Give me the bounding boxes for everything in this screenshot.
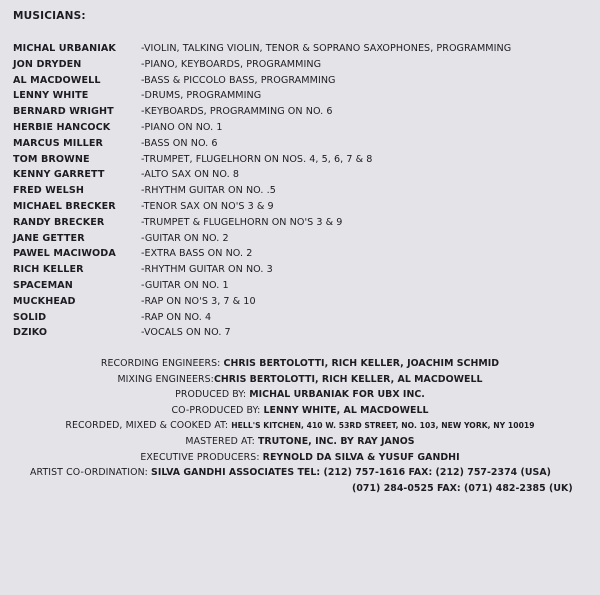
credit-value: REYNOLD DA SILVA & YUSUF GANDHI [262,451,460,463]
credit-co-produced-by [0,403,600,419]
musician-role: -RHYTHM GUITAR ON NO. 3 [141,264,273,276]
credit-produced-by [0,387,600,403]
musician-name: HERBIE HANCOCK [13,121,111,133]
musician-name: MUCKHEAD [13,295,76,307]
musician-row [13,325,511,341]
credit-label: RECORDING ENGINEERS: [100,358,224,369]
musician-row [13,231,511,247]
musician-role: -PIANO ON NO. 1 [141,121,223,133]
musician-role: -ALTO SAX ON NO. 8 [141,169,239,181]
credit-value: TRUTONE, INC. BY RAY JANOS [257,435,415,447]
musician-row [13,199,511,215]
musicians-list [13,41,511,341]
musician-name: JANE GETTER [13,232,85,244]
musician-row [13,215,511,231]
musician-row [13,294,511,310]
credit-recording-engineers [0,356,600,372]
musician-row [13,278,511,294]
musician-role: -KEYBOARDS, PROGRAMMING ON NO. 6 [141,106,333,118]
musician-row [13,152,511,168]
musician-name: MARCUS MILLER [13,137,104,149]
musician-row [13,73,511,89]
credit-label: CO-PRODUCED BY: [171,404,264,416]
musician-name: SPACEMAN [13,279,73,291]
musician-name: MICHAEL BRECKER [13,200,116,212]
credit-value: HELL'S KITCHEN, 410 W. 53RD STREET, NO. 103, NEW YORK, NY 10019 [231,421,535,431]
musician-role: -GUITAR ON NO. 1 [141,279,229,291]
musician-name: PAWEL MACIWODA [13,248,116,260]
musician-name: LENNY WHITE [13,90,89,102]
credit-mixing-engineers [0,372,600,388]
credit-value: CHRIS BERTOLOTTI, RICH KELLER, AL MACDOWELL [213,373,483,385]
musician-row [13,120,511,136]
musician-role: -BASS ON NO. 6 [141,137,218,149]
musician-row [13,183,511,199]
musician-role: -RAP ON NO. 4 [141,311,212,323]
credit-value: MICHAL URBANIAK FOR UBX INC. [249,389,425,401]
musician-name: SOLID [13,311,47,323]
credit-label: PRODUCED BY: [175,389,250,401]
musician-role: -PIANO, KEYBOARDS, PROGRAMMING [141,58,322,70]
musician-role: -TRUMPET & FLUGELHORN ON NO'S 3 & 9 [141,216,343,228]
credit-value: SILVA GANDHI ASSOCIATES TEL: (212) 757-1616 FAX: (212) 757-2374 (USA) [151,467,551,479]
musician-role: -VOCALS ON NO. 7 [141,327,231,339]
musician-row [13,57,511,73]
credit-mastered-at [0,434,600,450]
musician-role: -RHYTHM GUITAR ON NO. .5 [141,185,276,197]
credit-label: RECORDED, MIXED & COOKED AT: [65,420,232,432]
musician-role: -EXTRA BASS ON NO. 2 [141,248,253,260]
credit-artist-coordination-continued [0,481,600,497]
musician-row [13,41,511,57]
musician-name: JON DRYDEN [13,58,82,70]
musician-row [13,167,511,183]
credit-value: (071) 284-0525 FAX: (071) 482-2385 (UK) [352,482,573,494]
production-credits [0,356,600,496]
musician-row [13,246,511,262]
musician-row [13,310,511,326]
credit-recorded-at [0,418,600,434]
musician-role: -VIOLIN, TALKING VIOLIN, TENOR & SOPRANO SAXOPHONES, PROGRAMMING [141,43,512,54]
musician-row [13,104,511,120]
musician-role: -TENOR SAX ON NO'S 3 & 9 [141,200,274,212]
musician-row [13,136,511,152]
musician-role: -DRUMS, PROGRAMMING [141,90,262,102]
musician-row [13,88,511,104]
credit-label: MIXING ENGINEERS: [117,373,214,385]
credit-label: EXECUTIVE PRODUCERS: [140,451,263,463]
musician-name: RANDY BRECKER [13,216,105,228]
musician-role: -BASS & PICCOLO BASS, PROGRAMMING [141,74,336,86]
musician-name: KENNY GARRETT [13,169,105,181]
credit-executive-producers [0,450,600,466]
credit-value: CHRIS BERTOLOTTI, RICH KELLER, JOACHIM SCHMID [223,358,500,369]
musician-name: TOM BROWNE [13,153,90,165]
musician-role: -RAP ON NO'S 3, 7 & 10 [141,295,256,307]
musician-role: -GUITAR ON NO. 2 [141,232,229,244]
credit-label: ARTIST CO-ORDINATION: [30,467,152,479]
musician-name: BERNARD WRIGHT [13,106,114,118]
musician-name: AL MACDOWELL [13,74,101,86]
musician-name: RICH KELLER [13,264,84,276]
credit-label: MASTERED AT: [185,435,258,447]
musician-row [13,262,511,278]
musician-name: FRED WELSH [13,185,84,197]
musician-name: DZIKO [13,327,48,339]
musicians-heading: MUSICIANS: [13,10,86,22]
musician-role: -TRUMPET, FLUGELHORN ON NOS. 4, 5, 6, 7 & 8 [141,153,373,165]
credit-artist-coordination [0,465,600,481]
musician-name: MICHAL URBANIAK [13,43,116,54]
credit-value: LENNY WHITE, AL MACDOWELL [263,404,429,416]
